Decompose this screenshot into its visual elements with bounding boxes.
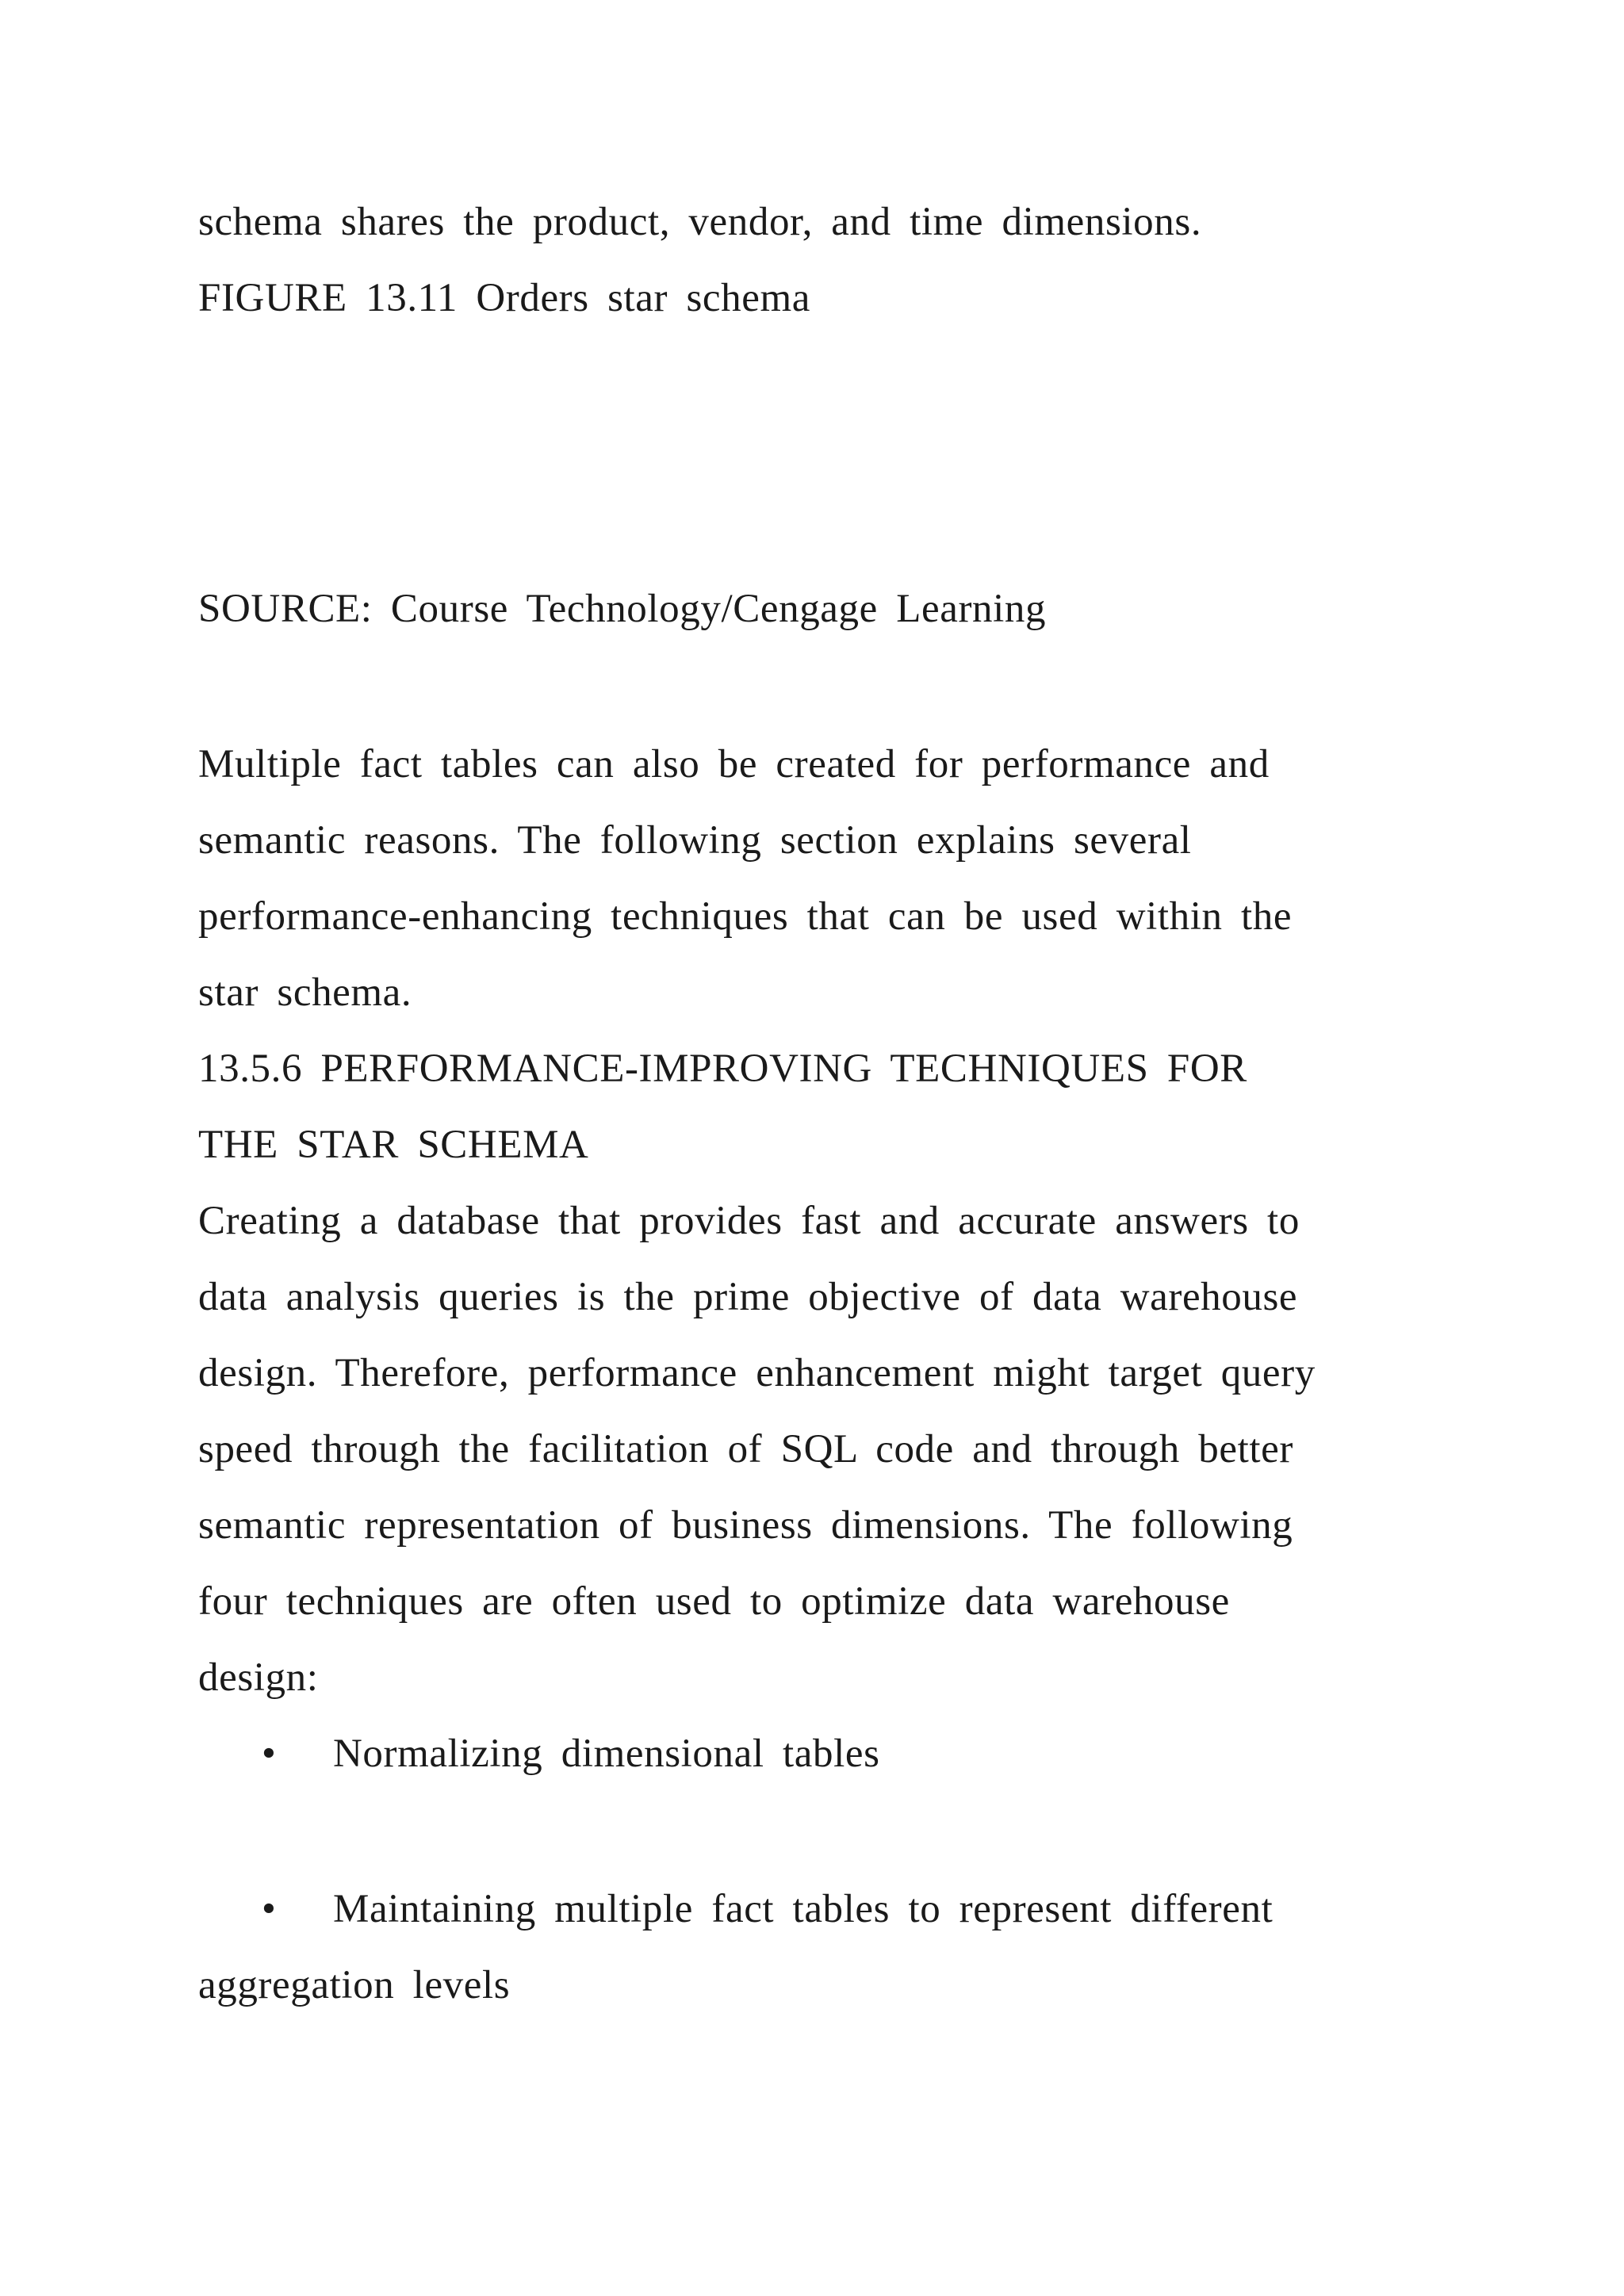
paragraph-line: Creating a database that provides fast and accurate answers to xyxy=(198,1199,1300,1243)
list-item-text: Maintaining multiple fact tables to represent different xyxy=(333,1887,1274,1931)
paragraph-line: star schema. xyxy=(198,970,412,1015)
section-heading-line: THE STAR SCHEMA xyxy=(198,1123,589,1167)
section-heading-line: 13.5.6 PERFORMANCE-IMPROVING TECHNIQUES FOR xyxy=(198,1047,1247,1091)
figure-source: SOURCE: Course Technology/Cengage Learning xyxy=(198,587,1047,631)
paragraph-line: design. Therefore, performance enhancement might target query xyxy=(198,1351,1316,1395)
paragraph-line: semantic representation of business dimensions. The following xyxy=(198,1503,1293,1548)
list-item-text-continuation: aggregation levels xyxy=(198,1963,511,2007)
paragraph-line: design: xyxy=(198,1655,319,1700)
paragraph-line: performance-enhancing techniques that can be used within the xyxy=(198,894,1293,939)
bullet-marker: • xyxy=(262,1887,276,1931)
paragraph-line: Multiple fact tables can also be created for performance and xyxy=(198,742,1270,786)
intro-text-line: schema shares the product, vendor, and time dimensions. xyxy=(198,200,1202,244)
list-item-text: Normalizing dimensional tables xyxy=(333,1732,880,1776)
figure-caption: FIGURE 13.11 Orders star schema xyxy=(198,276,810,320)
paragraph-line: semantic reasons. The following section explains several xyxy=(198,818,1192,863)
paragraph-line: speed through the facilitation of SQL code and through better xyxy=(198,1427,1293,1471)
paragraph-line: four techniques are often used to optimize data warehouse xyxy=(198,1579,1230,1624)
bullet-marker: • xyxy=(262,1732,276,1776)
paragraph-line: data analysis queries is the prime objective of data warehouse xyxy=(198,1275,1298,1319)
